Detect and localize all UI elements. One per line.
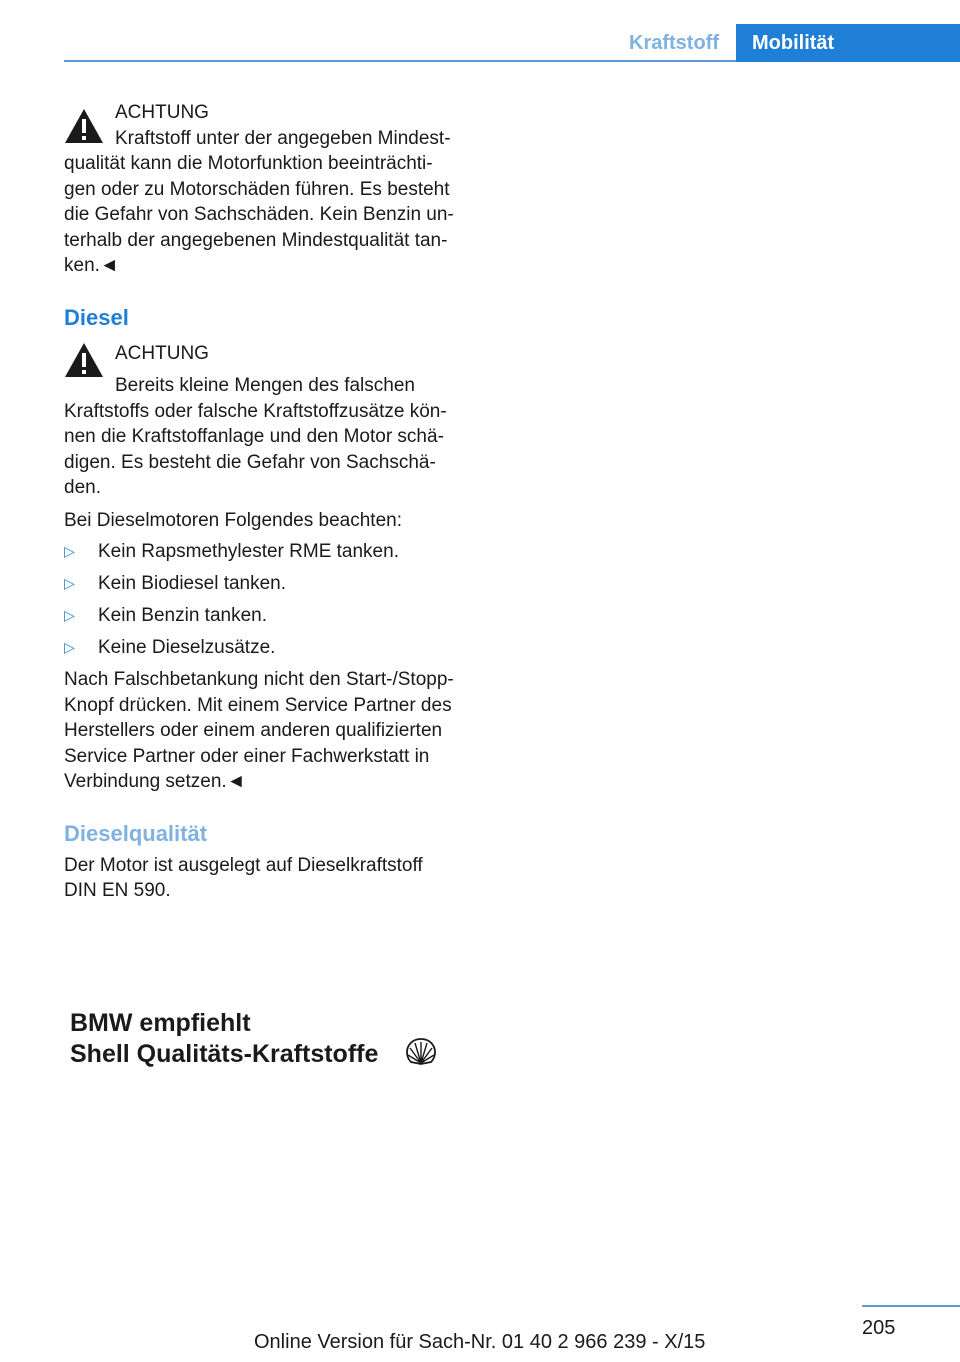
footer-online-version: Online Version für Sach-Nr. 01 40 2 966 239 - X/15 bbox=[254, 1331, 706, 1353]
warning-text-line: terhalb der angegebenen Mindestqualität tan- bbox=[64, 229, 448, 251]
warning-text-lead: Kraftstoff unter der angegeben Mindest- bbox=[115, 127, 451, 149]
outro-line: Verbindung setzen.◄ bbox=[64, 771, 246, 792]
warning-text bbox=[64, 126, 484, 279]
list-item-text: Keine Dieselzusätze. bbox=[98, 637, 276, 658]
warning-text bbox=[64, 373, 484, 501]
list-item bbox=[64, 539, 484, 565]
warning-text-line: die Gefahr von Sachschäden. Kein Benzin un- bbox=[64, 204, 454, 225]
warning-text-lead: Bereits kleine Mengen des falschen bbox=[115, 375, 415, 396]
shell-ad-line: Shell Qualitäts-Kraftstoffe bbox=[70, 1040, 379, 1068]
outro-line: Knopf drücken. Mit einem Service Partner des bbox=[64, 694, 452, 716]
list-item-text: Kein Biodiesel tanken. bbox=[98, 573, 287, 594]
warning-text-line: nen die Kraftstoffanlage und den Motor schä- bbox=[64, 426, 444, 447]
outro-line: Nach Falschbetankung nicht den Start-/Stopp- bbox=[64, 669, 454, 690]
warning-title: ACHTUNG bbox=[115, 342, 209, 364]
footer-rule bbox=[862, 1305, 960, 1307]
section-heading-dieselqualitaet: Dieselqualität bbox=[64, 820, 208, 846]
shell-recommendation bbox=[70, 1008, 378, 1070]
shell-ad-line: BMW empfiehlt bbox=[70, 1009, 251, 1037]
outro-line: Service Partner oder einer Fachwerkstatt in bbox=[64, 745, 430, 767]
body-line: Der Motor ist ausgelegt auf Dieselkraftstoff bbox=[64, 854, 423, 876]
triangle-bullet-icon: ▷ bbox=[64, 639, 75, 655]
header-tab-kraftstoff[interactable]: Kraftstoff bbox=[629, 31, 719, 54]
triangle-bullet-icon: ▷ bbox=[64, 543, 75, 559]
warning-block bbox=[64, 100, 484, 279]
list-item bbox=[64, 635, 484, 661]
main-column bbox=[64, 100, 484, 904]
header-tab-mobilitaet[interactable]: Mobilität bbox=[736, 24, 960, 62]
outro-line: Herstellers oder einem anderen qualifizierten bbox=[64, 720, 443, 741]
list-item bbox=[64, 571, 484, 597]
shell-logo-icon bbox=[405, 1038, 437, 1066]
warning-triangle-icon bbox=[64, 108, 104, 144]
page-number: 205 bbox=[862, 1317, 896, 1339]
warning-text-line: qualität kann die Motorfunktion beeinträchti- bbox=[64, 153, 433, 174]
warning-text-line: digen. Es besteht die Gefahr von Sachschä- bbox=[64, 451, 436, 473]
diesel-list bbox=[64, 539, 484, 661]
triangle-bullet-icon: ▷ bbox=[64, 575, 75, 591]
warning-text-line: ken.◄ bbox=[64, 255, 119, 276]
warning-text-line: gen oder zu Motorschäden führen. Es besteht bbox=[64, 178, 450, 200]
body-line: DIN EN 590. bbox=[64, 880, 171, 901]
warning-triangle-icon bbox=[64, 342, 104, 378]
diesel-outro bbox=[64, 667, 484, 795]
warning-title: ACHTUNG bbox=[115, 102, 209, 123]
section-heading-diesel: Diesel bbox=[64, 304, 129, 330]
list-item-text: Kein Rapsmethylester RME tanken. bbox=[98, 541, 399, 562]
dieselqualitaet-text bbox=[64, 853, 484, 904]
warning-text-line: Kraftstoffs oder falsche Kraftstoffzusätze kön- bbox=[64, 400, 447, 422]
warning-block-diesel bbox=[64, 341, 484, 795]
diesel-intro: Bei Dieselmotoren Folgendes beachten: bbox=[64, 509, 402, 531]
list-item bbox=[64, 603, 484, 629]
triangle-bullet-icon: ▷ bbox=[64, 607, 75, 623]
warning-text-line: den. bbox=[64, 477, 101, 498]
list-item-text: Kein Benzin tanken. bbox=[98, 605, 268, 626]
